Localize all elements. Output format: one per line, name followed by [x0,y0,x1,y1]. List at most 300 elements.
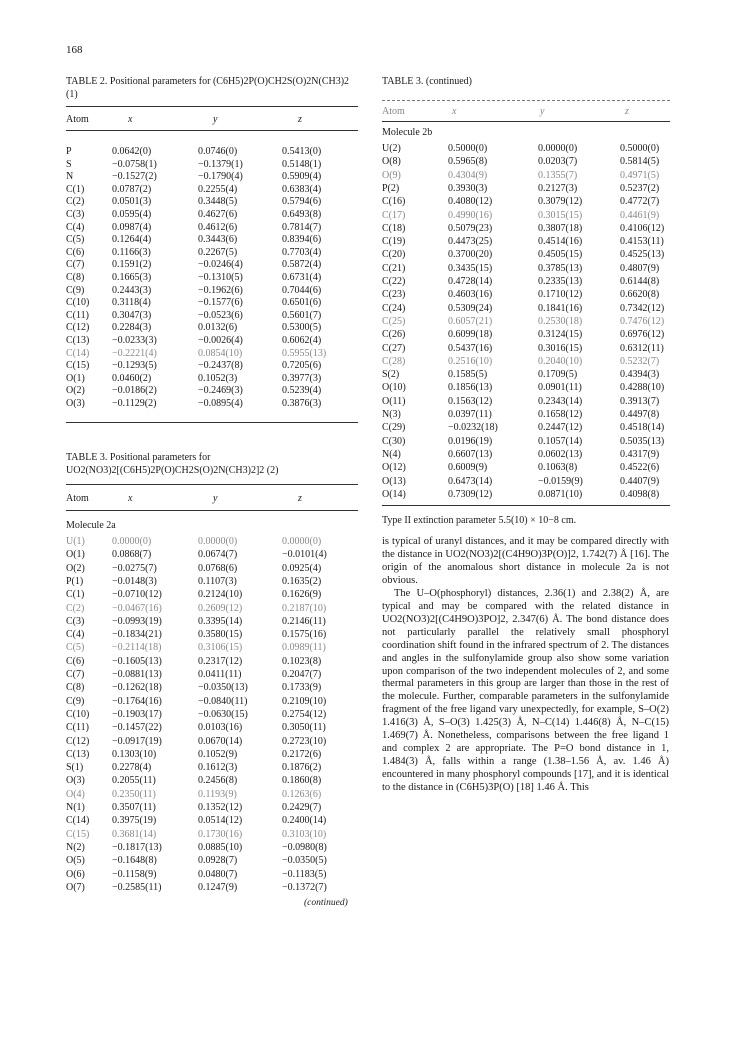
cell-z: 0.4153(11) [620,236,664,248]
cell-z: 0.2109(10) [282,695,327,707]
cell-atom: O(8) [382,156,401,168]
cell-y: 0.0480(7) [198,868,238,880]
cell-atom: P(2) [382,182,400,194]
cell-x: 0.1264(4) [112,234,152,246]
cell-y: 0.0928(7) [198,855,238,867]
cell-y: 0.2335(13) [538,276,583,287]
cell-y: 0.2124(10) [198,589,243,601]
cell-atom: O(2) [66,562,85,574]
cell-x: 0.6473(14) [448,475,493,487]
cell-x: 0.2055(11) [112,775,156,787]
cell-z: 0.3050(11) [282,722,326,734]
cell-z: 0.6062(4) [282,335,322,346]
cell-atom: C(19) [382,236,406,248]
cell-atom: C(13) [66,748,90,760]
cell-atom: C(8) [66,682,85,694]
cell-z: −0.1372(7) [282,881,327,893]
cell-x: 0.2278(4) [112,762,152,774]
cell-x: 0.5000(0) [448,143,488,154]
cell-y: 0.2267(5) [198,246,238,258]
cell-y: 0.0854(10) [198,347,243,359]
cell-z: 0.4497(8) [620,409,660,420]
cell-atom: N [66,171,74,183]
cell-atom: C(26) [382,329,406,341]
cell-x: −0.0758(1) [112,158,157,170]
cell-atom: C(3) [66,209,85,220]
cell-atom: C(11) [66,309,89,321]
cell-x: 0.5965(8) [448,156,488,168]
cell-x: 0.4603(16) [448,289,493,301]
cell-z: 0.5239(4) [282,385,322,397]
page-number: 168 [66,44,83,56]
cell-atom: O(6) [66,868,85,880]
cell-x: 0.1665(3) [112,272,152,283]
cell-z: 0.7703(4) [282,246,322,258]
cell-z: 0.3876(3) [282,398,322,409]
cell-atom: C(9) [66,284,85,296]
cell-y: −0.0840(11) [198,695,248,707]
cell-z: 0.3913(7) [620,395,660,407]
cell-y: 0.2343(14) [538,395,583,407]
body-text [382,536,669,795]
cell-x: −0.2114(18) [112,642,162,654]
cell-atom: C(17) [382,209,406,221]
cell-x: −0.1262(18) [112,682,162,694]
cell-atom: N(1) [66,802,85,813]
cell-y: 0.2317(12) [198,655,243,667]
cell-z: 0.4971(5) [620,169,660,181]
table3-continued-label: (continued) [304,898,348,908]
cell-y: 0.1063(8) [538,462,578,474]
cell-atom: C(5) [66,642,85,654]
cell-z: 0.1733(9) [282,682,322,694]
cell-atom: C(24) [382,302,406,314]
cell-x: −0.1903(17) [112,708,162,720]
cell-z: −0.0350(5) [282,855,327,867]
cell-x: 0.4728(14) [448,276,493,287]
cell-z: 0.5413(0) [282,146,322,157]
cell-atom: C(1) [66,183,85,195]
cell-x: −0.0467(16) [112,602,162,614]
cell-z: 0.1635(2) [282,575,322,587]
cell-z: 0.1626(9) [282,589,322,601]
cell-atom: C(1) [66,589,85,601]
cell-x: −0.1834(21) [112,629,162,641]
cell-z: 0.4518(14) [620,422,665,434]
cell-z: 0.3977(3) [282,372,322,384]
cell-atom: C(12) [66,735,90,747]
cell-z: 0.4772(7) [620,196,660,208]
cell-x: −0.2221(4) [112,347,157,359]
cell-z: 0.6731(4) [282,272,322,283]
cell-x: −0.0275(7) [112,562,157,574]
table3-cont-caption-text: TABLE 3. (continued) [382,76,473,87]
cell-atom: N(2) [66,841,85,853]
cell-y: 0.1355(7) [538,169,578,181]
cell-z: 0.1023(8) [282,655,322,667]
cell-y: 0.1612(3) [198,762,238,774]
cell-y: 0.1709(5) [538,369,578,381]
cell-x: 0.0642(0) [112,146,152,157]
body-paragraph-2: The U–O(phosphoryl) distances, 2.36(1) and 2.38(2) Å, are typical and may be compared with the related distance in UO2(NO3)2[(C4H9O)3PO]2, 2.347(6) Å. The bond distance does not particularly parallel the relatively small phosphoryl coordination shift found in the infrared spectrum of 2. The distances and angles in the sulfonylamide group also show some variation upon comparison of the two independent molecules of 2, and some thermal parameters in this group are larger than those in the rest of the molecule. Further, comparable parameters in the sulfonylamide fragment of the free ligand vary unexpectedly, for example, S–O(2) 1.416(3) Å, S–O(3) 1.425(3) Å, N–C(14) 1.446(8) Å, N–C(15) 1.469(7) Å. Nonetheless, comparisons between the free ligand 1 and complex 2 are appropriate. The P=O bond distance in 1, 1.484(3) Å, falls within a range (1.38–1.56 Å, av. 1.46 Å) encountered in many phosphoryl compounds [17], and it is identical to the distance in (C6H5)3P(O) [18] 1.46 Å. This [382,587,669,794]
cell-x: 0.2350(11) [112,788,156,800]
cell-y: 0.1057(14) [538,435,583,447]
cell-z: 0.2187(10) [282,602,327,614]
cell-y: 0.0768(6) [198,562,238,574]
cell-z: 0.6620(8) [620,289,660,301]
cell-x: −0.1129(2) [112,398,157,409]
cell-atom: C(10) [66,708,90,720]
cell-y: 0.2530(18) [538,315,583,327]
cell-x: 0.0595(4) [112,209,152,220]
cell-y: 0.0000(0) [198,536,238,547]
cell-x: 0.5309(24) [448,302,493,314]
cell-y: 0.3124(15) [538,329,583,341]
table2-header-atom: Atom [66,114,89,125]
cell-y: −0.0523(6) [198,309,243,321]
cell-x: 0.1166(3) [112,246,151,258]
cell-atom: O(9) [382,169,401,181]
cell-atom: O(13) [382,475,406,487]
table3-section-label: Molecule 2a [66,520,116,531]
cell-y: 0.0203(7) [538,156,578,168]
cell-y: 0.0000(0) [538,143,578,154]
cell-y: 0.0670(14) [198,735,243,747]
cell-z: 0.5148(1) [282,158,322,170]
cell-x: 0.4990(16) [448,209,493,221]
cell-x: −0.1457(22) [112,722,162,734]
cell-x: −0.1764(16) [112,695,162,707]
cell-y: 0.1841(16) [538,302,583,314]
cell-y: 0.0746(0) [198,146,238,157]
cell-atom: N(4) [382,448,401,460]
cell-x: 0.3681(14) [112,828,157,840]
cell-y: 0.3015(15) [538,209,583,221]
cell-z: 0.2172(6) [282,748,322,760]
cell-atom: C(7) [66,669,85,680]
cell-x: 0.0397(11) [448,409,492,420]
cell-z: 0.1876(2) [282,762,322,774]
cell-y: −0.0159(9) [538,475,583,487]
cell-z: 0.7044(6) [282,284,322,296]
cell-z: 0.3103(10) [282,828,327,840]
cell-atom: O(1) [66,372,85,384]
cell-atom: O(12) [382,462,406,474]
cell-x: 0.2516(10) [448,355,493,367]
cell-atom: C(13) [66,335,90,346]
cell-z: 0.2400(14) [282,815,327,827]
cell-atom: O(10) [382,382,406,394]
cell-y: −0.1577(6) [198,297,243,309]
cell-z: 0.5955(13) [282,347,327,359]
cell-x: 0.3507(11) [112,802,156,813]
cell-x: 0.6009(9) [448,462,488,474]
cell-atom: S(1) [66,762,84,774]
cell-x: −0.1293(5) [112,360,157,372]
cell-atom: C(5) [66,234,85,246]
cell-z: 0.2146(11) [282,615,326,627]
cell-atom: C(14) [66,815,90,827]
cell-y: 0.1710(12) [538,289,583,301]
cell-y: 0.3785(13) [538,262,583,274]
cell-y: 0.1052(3) [198,372,238,384]
table2-caption: TABLE 2. Positional parameters for (C6H5)2P(O)CH2S(O)2N(CH3)2 (1) [66,76,350,100]
cell-x: −0.1158(9) [112,868,157,880]
table2-header-z: z [298,114,302,125]
table3-cont-caption [382,76,472,89]
table3-cont-header-rule [382,121,670,122]
cell-atom: C(6) [66,655,85,667]
cell-z: 0.7814(7) [282,221,322,233]
cell-x: 0.3975(19) [112,815,157,827]
cell-y: −0.2469(3) [198,385,243,397]
cell-atom: C(7) [66,259,85,271]
cell-x: 0.6099(18) [448,329,493,341]
cell-y: 0.4505(15) [538,249,583,261]
table3-header-x: x [128,493,133,504]
body-paragraph-1: is typical of uranyl distances, and it may be compared directly with the distance in UO2(NO3)2[(C4H9O)3P(O)]2, 1.742(7) Å [16]. The origin of the anomalous short distance in molecule 2a is not obvious. [382,536,669,586]
cell-z: 0.5909(4) [282,171,322,183]
cell-atom: C(11) [66,722,89,734]
cell-z: 0.7205(6) [282,360,322,372]
cell-z: 0.5872(4) [282,259,322,271]
table2-bottom-rule [66,422,358,423]
cell-atom: C(21) [382,262,406,274]
cell-z: 0.4461(9) [620,209,660,221]
cell-atom: U(1) [66,536,85,547]
cell-x: 0.0196(19) [448,435,493,447]
cell-x: 0.5437(16) [448,342,493,354]
cell-y: 0.2040(10) [538,355,583,367]
table3-cont-bottom-rule [382,505,670,506]
cell-y: 0.3807(18) [538,222,583,234]
cell-x: 0.0501(3) [112,196,152,208]
cell-z: 0.4317(9) [620,448,660,460]
cell-atom: C(23) [382,289,406,301]
cell-atom: P [66,146,72,157]
table3-cont-header-x: x [452,106,457,117]
cell-x: 0.1585(5) [448,369,488,381]
cell-z: 0.4098(8) [620,488,660,500]
cell-y: 0.0674(7) [198,549,238,561]
cell-atom: C(6) [66,246,85,258]
cell-atom: C(14) [66,347,90,359]
cell-y: −0.0350(13) [198,682,248,694]
cell-atom: C(25) [382,315,406,327]
cell-z: 0.1860(8) [282,775,322,787]
cell-atom: C(2) [66,196,85,208]
cell-x: 0.5079(23) [448,222,493,234]
cell-z: 0.6144(8) [620,276,660,287]
table3-cont-header-z: z [625,106,629,117]
table3-header-atom: Atom [66,493,89,504]
cell-y: 0.4514(16) [538,236,583,248]
cell-y: −0.0630(15) [198,708,248,720]
cell-z: 0.7476(12) [620,315,665,327]
cell-z: 0.4522(6) [620,462,660,474]
cell-y: 0.4612(6) [198,221,238,233]
cell-z: 0.2429(7) [282,802,322,813]
cell-z: 0.6312(11) [620,342,664,354]
cell-y: 0.2609(12) [198,602,243,614]
cell-y: 0.1107(3) [198,575,237,587]
cell-y: 0.1247(9) [198,881,238,893]
cell-z: −0.0980(8) [282,841,327,853]
cell-y: 0.2447(12) [538,422,583,434]
cell-atom: C(4) [66,629,85,641]
cell-z: 0.4525(13) [620,249,665,261]
cell-y: 0.2255(4) [198,183,238,195]
cell-y: 0.0103(16) [198,722,243,734]
table3-caption: TABLE 3. Positional parameters for UO2(NO3)2[(C6H5)2P(O)CH2S(O)2N(CH3)2]2 (2) [66,452,279,476]
cell-x: 0.1563(12) [448,395,493,407]
cell-z: 0.6976(12) [620,329,665,341]
cell-x: −0.0993(19) [112,615,162,627]
cell-z: 0.5814(5) [620,156,660,168]
cell-x: 0.3930(3) [448,182,488,194]
cell-x: −0.0186(2) [112,385,157,397]
cell-atom: O(5) [66,855,85,867]
cell-z: 0.4807(9) [620,262,660,274]
cell-y: −0.0246(4) [198,259,243,271]
table3-header-z: z [298,493,302,504]
cell-atom: C(3) [66,615,85,627]
cell-atom: O(11) [382,395,406,407]
table2-header-x: x [128,114,133,125]
cell-z: 0.5794(6) [282,196,322,208]
cell-atom: C(20) [382,249,406,261]
cell-y: −0.2437(8) [198,360,243,372]
cell-z: 0.6383(4) [282,183,322,195]
cell-x: 0.1591(2) [112,259,152,271]
table3-cont-header-y: y [540,106,545,117]
table3-cont-header-atom: Atom [382,106,405,117]
cell-y: −0.1310(5) [198,272,243,283]
cell-x: −0.0710(12) [112,589,162,601]
cell-atom: C(22) [382,276,406,287]
cell-atom: O(3) [66,398,85,409]
cell-x: 0.1856(13) [448,382,493,394]
table3-top-rule [66,484,358,485]
cell-y: 0.0514(12) [198,815,243,827]
cell-x: 0.1303(10) [112,748,157,760]
cell-atom: C(18) [382,222,406,234]
cell-atom: C(30) [382,435,406,447]
cell-y: 0.1658(12) [538,409,583,420]
cell-x: −0.0232(18) [448,422,498,434]
cell-z: 0.0000(0) [282,536,322,547]
cell-x: 0.0460(2) [112,372,152,384]
cell-z: 0.4106(12) [620,222,665,234]
cell-y: 0.1052(9) [198,748,238,760]
cell-atom: C(27) [382,342,406,354]
table3-cont-footnote: Type II extinction parameter 5.5(10) × 10−8 cm. [382,515,577,526]
cell-atom: O(1) [66,549,85,561]
cell-y: 0.3580(15) [198,629,243,641]
cell-x: 0.0987(4) [112,221,152,233]
cell-y: 0.1352(12) [198,802,243,813]
cell-z: 0.5300(5) [282,322,322,334]
cell-atom: S [66,158,72,170]
cell-y: 0.2456(8) [198,775,238,787]
cell-x: −0.0233(3) [112,335,157,346]
cell-x: 0.3118(4) [112,297,151,309]
cell-x: 0.2284(3) [112,322,152,334]
cell-x: 0.6607(13) [448,448,493,460]
cell-atom: O(7) [66,881,85,893]
cell-z: 0.7342(12) [620,302,665,314]
cell-atom: S(2) [382,369,400,381]
table3-cont-top-rule [382,100,670,101]
cell-x: 0.4473(25) [448,236,493,248]
table3-header-y: y [213,493,218,504]
cell-x: −0.0148(3) [112,575,157,587]
cell-x: −0.2585(11) [112,881,162,893]
cell-y: 0.1730(16) [198,828,243,840]
cell-y: 0.1193(9) [198,788,237,800]
cell-y: 0.0602(13) [538,448,583,460]
cell-y: −0.1962(6) [198,284,243,296]
table3-header-rule [66,510,358,511]
table2-top-rule [66,106,358,107]
cell-z: −0.1183(5) [282,868,327,880]
cell-z: 0.5601(7) [282,309,322,321]
cell-z: 0.4394(3) [620,369,660,381]
cell-x: 0.6057(21) [448,315,493,327]
cell-x: −0.1817(13) [112,841,162,853]
cell-z: 0.2723(10) [282,735,327,747]
cell-z: 0.0989(11) [282,642,326,654]
cell-z: 0.6501(6) [282,297,322,309]
cell-z: 0.5237(2) [620,182,660,194]
cell-x: −0.0917(19) [112,735,162,747]
cell-y: 0.3448(5) [198,196,238,208]
cell-z: 0.8394(6) [282,234,322,246]
cell-y: 0.0411(11) [198,669,242,680]
cell-x: 0.3047(3) [112,309,152,321]
cell-z: 0.5035(13) [620,435,665,447]
cell-x: 0.2443(3) [112,284,152,296]
cell-x: 0.7309(12) [448,488,493,500]
table2-header-rule [66,130,358,131]
cell-z: 0.1263(6) [282,788,322,800]
cell-z: 0.4288(10) [620,382,665,394]
cell-atom: C(10) [66,297,90,309]
cell-y: 0.0871(10) [538,488,583,500]
cell-atom: O(14) [382,488,406,500]
cell-atom: C(28) [382,355,406,367]
cell-y: 0.0132(6) [198,322,238,334]
cell-z: 0.0925(4) [282,562,322,574]
cell-atom: C(9) [66,695,85,707]
cell-atom: C(16) [382,196,406,208]
cell-y: −0.0026(4) [198,335,243,346]
cell-x: −0.1527(2) [112,171,157,183]
cell-y: −0.1790(4) [198,171,243,183]
cell-x: 0.0868(7) [112,549,152,561]
cell-y: 0.3395(14) [198,615,243,627]
cell-x: 0.0787(2) [112,183,152,195]
cell-atom: C(4) [66,221,85,233]
cell-y: −0.1379(1) [198,158,243,170]
cell-y: 0.3016(15) [538,342,583,354]
cell-z: 0.2754(12) [282,708,327,720]
cell-z: 0.5000(0) [620,143,660,154]
cell-y: 0.3079(12) [538,196,583,208]
table2-header-y: y [213,114,218,125]
cell-atom: O(4) [66,788,85,800]
cell-y: 0.0901(11) [538,382,582,394]
